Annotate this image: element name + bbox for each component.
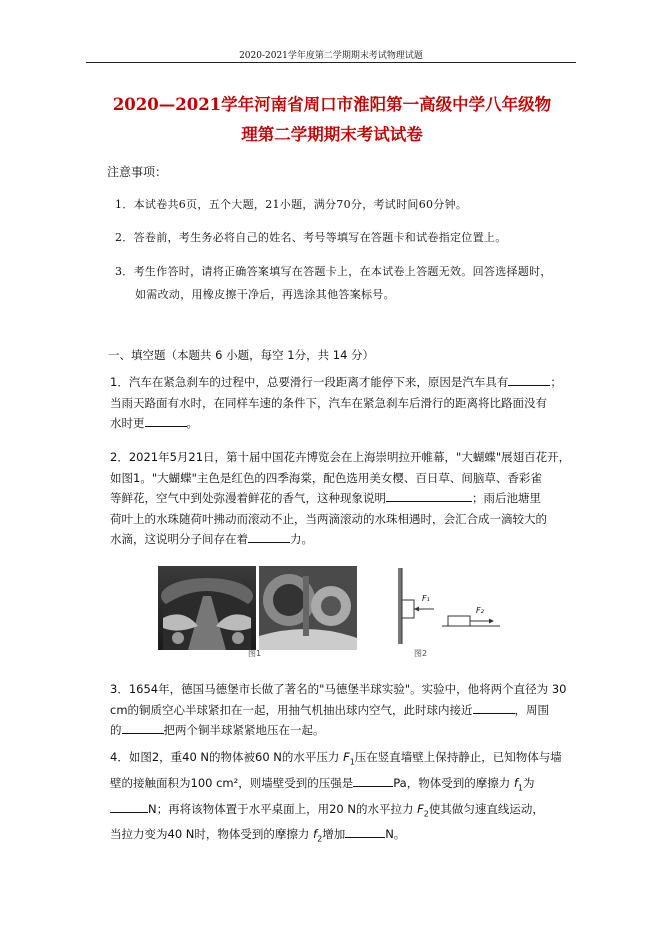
- flower-expo-photo-2: [259, 566, 357, 650]
- figure-2-caption: 图2: [414, 649, 428, 658]
- notice-item-2: 2．答卷前，考生务必将自己的姓名、考号等填写在答题卡和试卷指定位置上。: [115, 231, 507, 244]
- answer-blank[interactable]: [122, 721, 164, 734]
- figure-1-photo-left: [158, 566, 256, 650]
- section-heading: 一、填空题（本题共 6 小题，每空 1分，共 14 分）: [108, 348, 375, 362]
- answer-blank[interactable]: [473, 701, 515, 714]
- notice-item-3-cont: 如需改动，用橡皮擦干净后，再选涂其他答案标号。: [135, 288, 395, 301]
- question-4: 4．如图2，重40 N的物体被60 N的水平压力 $F_1$压在竖直墙壁上保持静止，已知物体与墙 壁的接触面积为100 cm²，则墙壁受到的压强是 Pa，物体受到的摩擦力 $f_1$为 N；再将该物体置于水平桌面上，用20 N的水平拉力 $F_2$使其做匀速直线运动， 当拉力变为40 N时，物体受到的摩擦力 $f_2$增加 N。: [110, 750, 562, 844]
- question-1: 1．汽车在紧急刹车的过程中，总要滑行一段距离才能停下来，原因是汽车具有 ； 当雨天路面有水时，在同样车速的条件下，汽车在紧急刹车后滑行的距离将比路面没有 水时更 。: [110, 375, 562, 430]
- notice-heading: 注意事项：: [107, 165, 168, 179]
- title-line-1: 2020—2021学年河南省周口市淮阳第一高级中学八年级物: [112, 95, 552, 114]
- figure-2-diagram: [378, 566, 502, 650]
- force-f2-label: F₂: [476, 606, 484, 615]
- answer-blank[interactable]: [345, 825, 385, 838]
- answer-blank[interactable]: [508, 373, 550, 386]
- answer-blank[interactable]: [386, 489, 472, 502]
- question-3: 3．1654年，德国马德堡市长做了著名的"马德堡半球实验"。实验中，他将两个直径为 30 cm的铜质空心半球紧扣在一起，用抽气机抽出球内空气，此时球内接近 ，周围 的 把两个铜半球紧紧地压在一起。: [110, 682, 567, 737]
- flower-expo-photo-1: [158, 566, 256, 650]
- notice-item-3: 3．考生作答时，请将正确答案填写在答题卡上，在本试卷上答题无效。回答选择题时，: [115, 265, 552, 278]
- answer-blank[interactable]: [110, 800, 148, 813]
- force-f1-label: F₁: [422, 594, 430, 603]
- figure-1-photo-right: [259, 566, 357, 650]
- answer-blank[interactable]: [353, 774, 393, 787]
- figure-1-caption: 图1: [248, 649, 262, 658]
- notice-item-1: 1．本试卷共6页，五个大题，21小题，满分70分，考试时间60分钟。: [115, 198, 468, 211]
- answer-blank[interactable]: [248, 530, 290, 543]
- question-2: 2．2021年5月21日，第十届中国花卉博览会在上海崇明拉开帷幕，"大蝴蝶"展翅百花开， 如图1。"大蝴蝶"主色是红色的四季海棠，配色选用美女樱、百日草、间脑草、香彩雀 等鲜花，空气中到处弥漫着鲜花的香气，这种现象说明 ；雨后池塘里 荷叶上的水珠随荷叶拂动而滚动不止，当两滴滚动的水珠相遇时，会汇合成一滴较大的 水滴，这说明分子间存在着 力。: [110, 450, 571, 546]
- running-header: 2020-2021学年度第二学期期末考试物理试题: [239, 51, 423, 61]
- title-line-2: 理第二学期期末考试试卷: [241, 125, 423, 144]
- answer-blank[interactable]: [145, 414, 187, 427]
- header-rule: [86, 62, 576, 63]
